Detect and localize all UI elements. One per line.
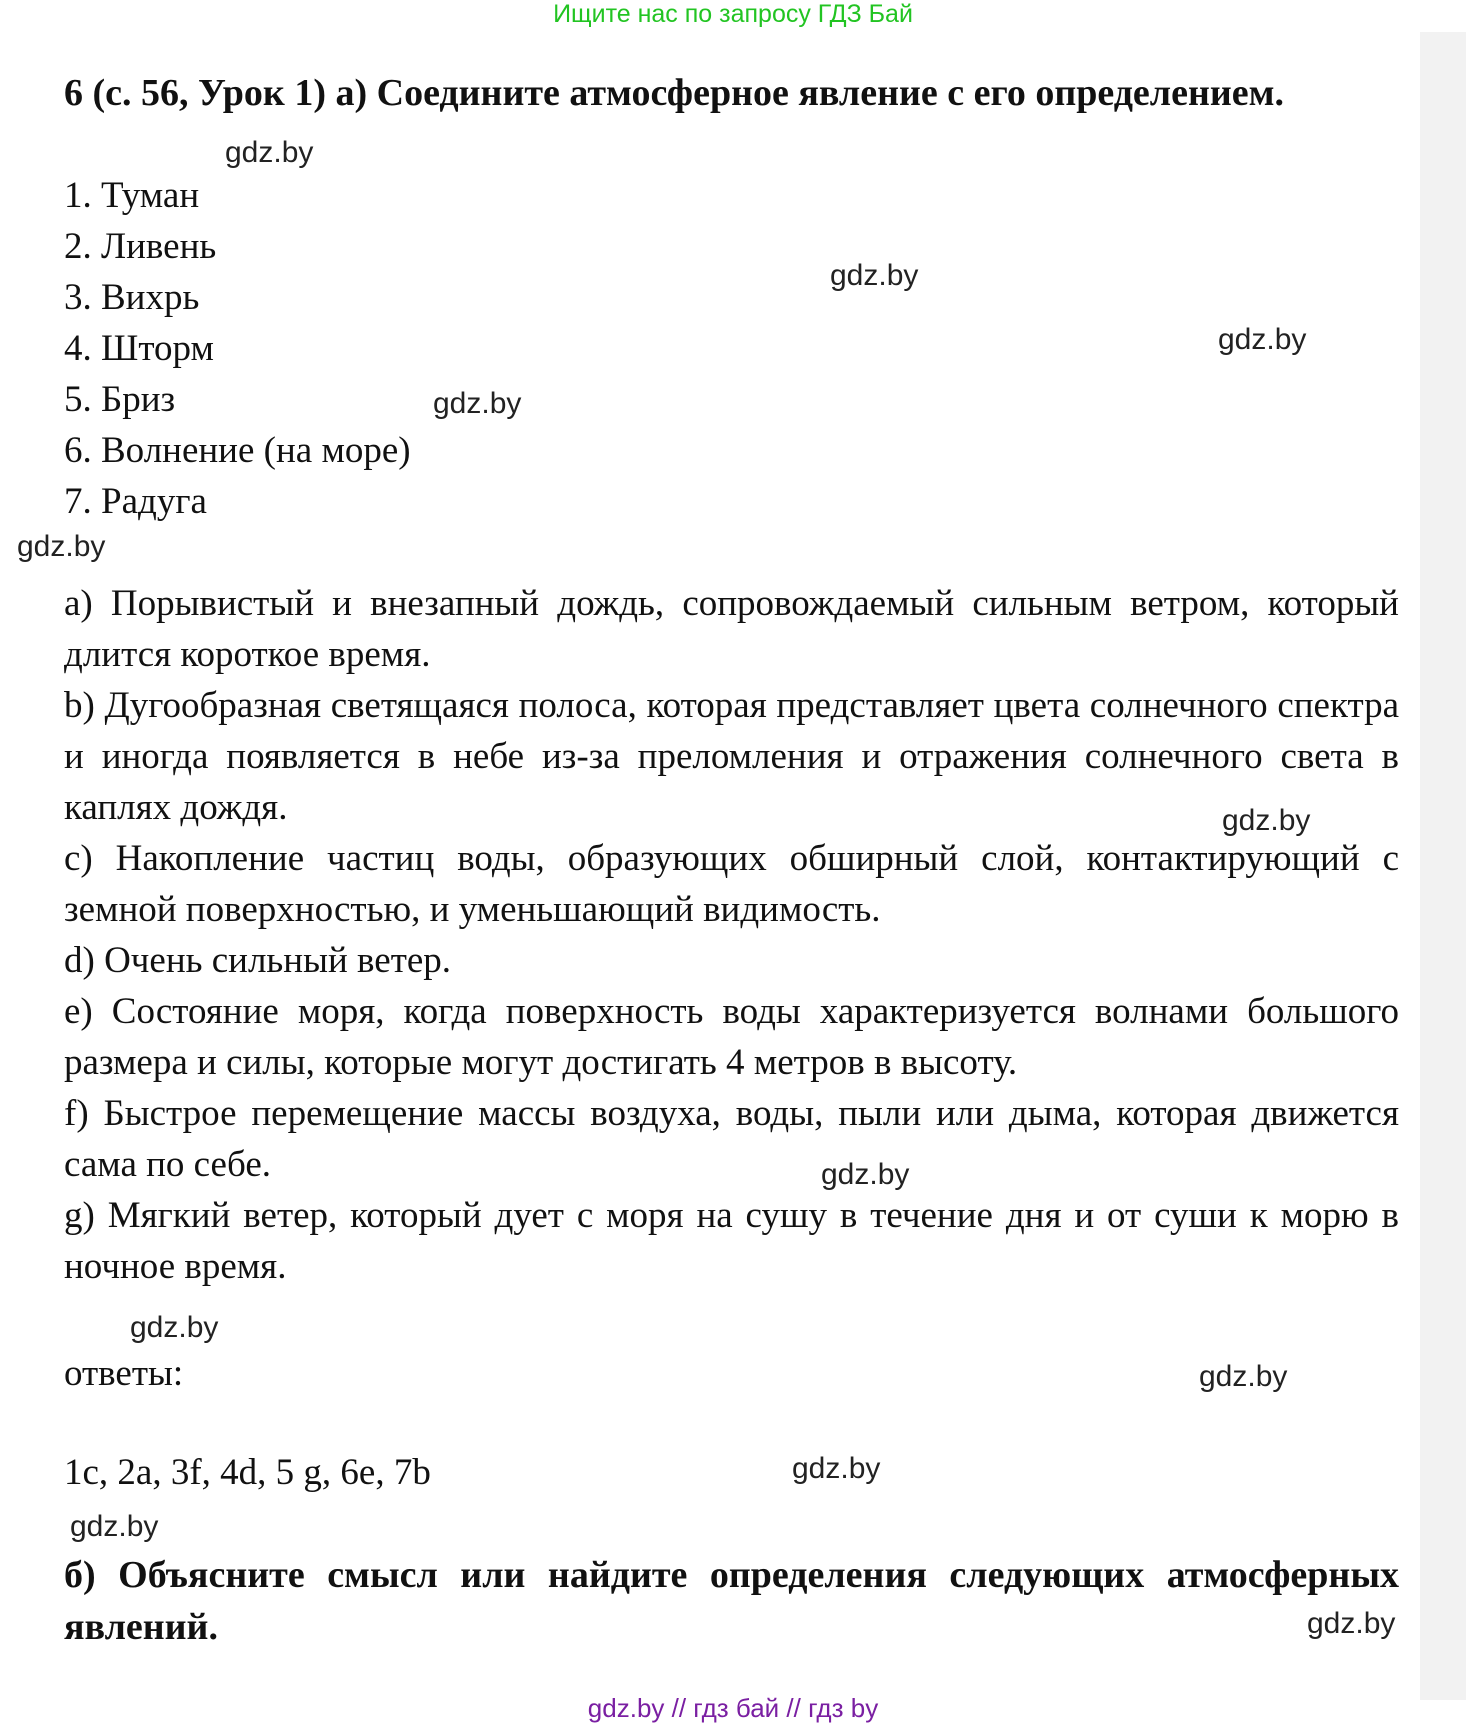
watermark: gdz.by	[792, 1452, 881, 1485]
top-search-hint-link[interactable]: Ищите нас по запросу ГДЗ Бай	[553, 0, 913, 28]
heading-block	[64, 68, 1399, 118]
right-margin-strip	[1420, 32, 1466, 1700]
watermark: gdz.by	[433, 387, 522, 420]
list-item: 1. Туман	[64, 175, 200, 216]
footer-links[interactable]: gdz.by // гдз бай // гдз by	[587, 1693, 879, 1723]
definition-item: a) Порывистый и внезапный дождь, сопровождаемый сильным ветром, который длится короткое время.	[64, 583, 1399, 675]
definition-item: f) Быстрое перемещение массы воздуха, воды, пыли или дыма, которая движется сама по себе.	[64, 1093, 1399, 1185]
definition-item: b) Дугообразная светящаяся полоса, которая представляет цвета солнечного спектра и иногда появляется в небе из-за преломления и отражения солнечного света в каплях дождя.	[64, 685, 1399, 828]
list-item: 7. Радуга	[64, 481, 207, 522]
watermark: gdz.by	[70, 1510, 159, 1543]
list-item: 5. Бриз	[64, 379, 176, 420]
watermark: gdz.by	[1218, 323, 1307, 356]
list-item: 4. Шторм	[64, 328, 214, 369]
watermark: gdz.by	[1199, 1360, 1288, 1393]
definition-item: g) Мягкий ветер, который дует с моря на сушу в течение дня и от суши к морю в ночное время.	[64, 1195, 1399, 1287]
watermark: gdz.by	[1222, 804, 1311, 837]
watermark: gdz.by	[1307, 1607, 1396, 1640]
watermark: gdz.by	[225, 136, 314, 169]
watermark: gdz.by	[830, 259, 919, 292]
definition-item: d) Очень сильный ветер.	[64, 940, 452, 981]
definition-item: c) Накопление частиц воды, образующих обширный слой, контактирующий с земной поверхностью, и уменьшающий видимость.	[64, 838, 1399, 930]
answers-value: 1c, 2a, 3f, 4d, 5 g, 6e, 7b	[64, 1452, 431, 1493]
phenomena-list	[64, 170, 411, 527]
list-item: 3. Вихрь	[64, 277, 200, 318]
watermark: gdz.by	[130, 1311, 219, 1344]
answers-label: ответы:	[64, 1353, 184, 1394]
definition-item: e) Состояние моря, когда поверхность воды характеризуется волнами большого размера и силы, которые могут достигать 4 метров в высоту.	[64, 991, 1399, 1083]
watermark: gdz.by	[17, 530, 106, 563]
exercise-heading: 6 (с. 56, Урок 1) а) Соедините атмосферное явление с его определением.	[64, 72, 1285, 114]
list-item: 6. Волнение (на море)	[64, 430, 411, 471]
list-item: 2. Ливень	[64, 226, 217, 267]
watermark: gdz.by	[821, 1158, 910, 1191]
task-b-heading: б) Объясните смысл или найдите определения следующих атмосферных явлений.	[64, 1554, 1399, 1648]
definitions-list	[64, 578, 1399, 1292]
